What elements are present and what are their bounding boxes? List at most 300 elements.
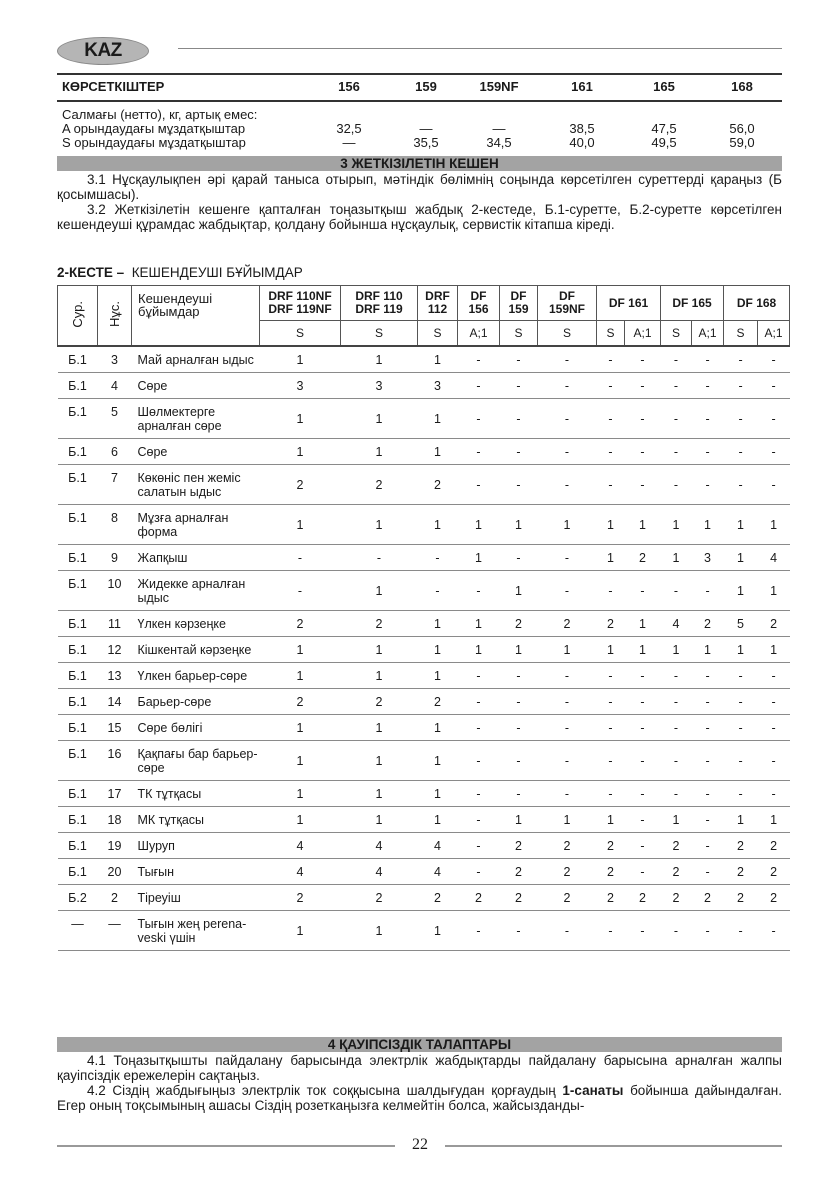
cell-figure: Б.1 (58, 373, 98, 399)
cell-figure: Б.1 (58, 439, 98, 465)
cell-quantity: - (661, 663, 692, 689)
cell-quantity: 2 (341, 689, 418, 715)
table-2-title (57, 265, 303, 280)
cell-quantity: - (692, 346, 724, 373)
cell-quantity: - (458, 911, 500, 951)
cell-name: Сөре (132, 373, 260, 399)
cell-quantity: 1 (341, 505, 418, 545)
cell-quantity: 1 (538, 637, 597, 663)
model-name-line2: DRF 119NF (268, 302, 332, 316)
cell-quantity: 2 (661, 885, 692, 911)
cell-quantity: 2 (500, 833, 538, 859)
cell-quantity: - (625, 399, 661, 439)
cell-quantity: - (500, 399, 538, 439)
page-number: 22 (412, 1136, 428, 1153)
table-row (58, 571, 790, 611)
cell-quantity: 1 (758, 505, 790, 545)
cell-quantity: 2 (661, 859, 692, 885)
cell-quantity: - (758, 715, 790, 741)
cell-quantity: - (597, 571, 625, 611)
cell-name: Тығын жең perena-veski үшін (132, 911, 260, 951)
cell-quantity: - (692, 807, 724, 833)
table-body (58, 346, 790, 951)
table-row (58, 715, 790, 741)
cell-name: Сөре бөлігі (132, 715, 260, 741)
p42-bold: 1-санаты (562, 1083, 624, 1098)
cell-quantity: 2 (260, 885, 341, 911)
table-row (58, 885, 790, 911)
cell-number: 17 (98, 781, 132, 807)
cell-quantity: 1 (341, 781, 418, 807)
cell-quantity: - (724, 781, 758, 807)
cell-quantity: - (724, 911, 758, 951)
cell-quantity: - (692, 715, 724, 741)
cell-quantity: 2 (597, 611, 625, 637)
cell-quantity: 2 (500, 611, 538, 637)
variant-header: A;1 (625, 321, 661, 347)
cell-quantity: 3 (692, 545, 724, 571)
section-4-text (57, 1053, 782, 1113)
cell-quantity: 1 (458, 505, 500, 545)
cell-number: 18 (98, 807, 132, 833)
cell-quantity: 1 (500, 571, 538, 611)
variant-header: S (597, 321, 625, 347)
cell-quantity: - (597, 663, 625, 689)
cell-name: Үлкен кәрзеңке (132, 611, 260, 637)
column-name: Кешендеуші бұйымдар (132, 286, 260, 347)
cell-figure: Б.1 (58, 637, 98, 663)
cell-quantity: 1 (260, 505, 341, 545)
cell-quantity: - (458, 833, 500, 859)
cell-quantity: - (597, 741, 625, 781)
cell-quantity: - (260, 571, 341, 611)
cell-figure: Б.1 (58, 833, 98, 859)
cell-quantity: 1 (418, 663, 458, 689)
cell-name: Жапқыш (132, 545, 260, 571)
cell-figure: Б.1 (58, 399, 98, 439)
spec-value: 59,0 (729, 135, 755, 150)
model-header (538, 286, 597, 321)
column-number (98, 286, 132, 347)
cell-number: 9 (98, 545, 132, 571)
cell-number: 5 (98, 399, 132, 439)
cell-quantity: 1 (418, 399, 458, 439)
cell-number: 20 (98, 859, 132, 885)
model-name-line2: 159 (508, 302, 529, 316)
cell-quantity: - (597, 465, 625, 505)
cell-figure: Б.1 (58, 859, 98, 885)
cell-quantity: 1 (724, 637, 758, 663)
cell-quantity: 1 (661, 545, 692, 571)
paragraph-4-1: 4.1 Тоңазытқышты пайдалану барысында электрлік жабдықтарды пайдалану барысына арналған жалпы қауіпсіздік ережелерін сақтаңыз. (57, 1053, 782, 1083)
cell-quantity: 2 (692, 885, 724, 911)
cell-figure: Б.1 (58, 505, 98, 545)
cell-quantity: 1 (597, 505, 625, 545)
footer-rule-left (57, 1145, 395, 1147)
spec-value: — (419, 121, 433, 136)
cell-quantity: - (597, 346, 625, 373)
cell-quantity: - (625, 715, 661, 741)
cell-quantity: 1 (625, 611, 661, 637)
cell-quantity: - (538, 399, 597, 439)
header-row-models (58, 286, 790, 321)
cell-quantity: 2 (597, 859, 625, 885)
cell-quantity: 1 (758, 571, 790, 611)
table-row (58, 741, 790, 781)
model-name-line2: 159NF (548, 302, 586, 316)
cell-quantity: 1 (724, 807, 758, 833)
cell-quantity: - (692, 741, 724, 781)
model-name-line1: DRF (425, 289, 450, 303)
cell-quantity: - (458, 399, 500, 439)
cell-quantity: - (458, 346, 500, 373)
cell-quantity: 1 (341, 715, 418, 741)
cell-figure: Б.1 (58, 807, 98, 833)
model-header (661, 286, 724, 321)
model-name-line1: DF (559, 289, 575, 303)
cell-quantity: - (597, 911, 625, 951)
cell-quantity: 4 (661, 611, 692, 637)
cell-quantity: 2 (418, 465, 458, 505)
cell-quantity: - (458, 373, 500, 399)
cell-quantity: - (661, 741, 692, 781)
cell-name: Май арналған ыдыс (132, 346, 260, 373)
cell-quantity: 1 (692, 505, 724, 545)
table-2-number: 2-КЕСТЕ – (57, 265, 125, 280)
cell-quantity: - (458, 859, 500, 885)
cell-quantity: - (625, 781, 661, 807)
cell-quantity: 2 (500, 885, 538, 911)
cell-quantity: 1 (418, 637, 458, 663)
cell-number: 19 (98, 833, 132, 859)
cell-number: 10 (98, 571, 132, 611)
table-row (58, 373, 790, 399)
cell-quantity: 1 (418, 741, 458, 781)
cell-quantity: - (597, 715, 625, 741)
p42-end: бойынша дайындалған. Егер оның тоқсымының ашасы Сіздің розеткаңызға келмейтін болса, жайсызданды- (57, 1083, 782, 1113)
cell-figure: Б.1 (58, 465, 98, 505)
model-header (597, 286, 661, 321)
cell-quantity: - (458, 781, 500, 807)
cell-quantity: 2 (758, 885, 790, 911)
cell-figure: Б.1 (58, 545, 98, 571)
cell-quantity: - (500, 439, 538, 465)
cell-quantity: - (724, 373, 758, 399)
cell-quantity: 1 (661, 505, 692, 545)
language-badge: KAZ (57, 37, 149, 65)
cell-quantity: 5 (724, 611, 758, 637)
cell-quantity: 1 (661, 637, 692, 663)
table-row (58, 637, 790, 663)
cell-quantity: 1 (341, 663, 418, 689)
model-header (500, 286, 538, 321)
cell-quantity: - (538, 781, 597, 807)
cell-quantity: 2 (597, 885, 625, 911)
cell-quantity: - (500, 373, 538, 399)
cell-quantity: 1 (260, 399, 341, 439)
cell-quantity: - (458, 663, 500, 689)
cell-name: Тіреуіш (132, 885, 260, 911)
cell-quantity: - (692, 439, 724, 465)
cell-quantity: 2 (538, 885, 597, 911)
column-figure-label: Сур. (70, 300, 85, 328)
cell-name: Қақпағы бар барьер-сөре (132, 741, 260, 781)
cell-quantity: 1 (538, 807, 597, 833)
column-number-label: Нұс. (107, 301, 122, 327)
cell-figure: Б.1 (58, 571, 98, 611)
spec-value: 32,5 (336, 121, 362, 136)
cell-quantity: 4 (260, 833, 341, 859)
cell-quantity: - (500, 715, 538, 741)
cell-quantity: - (661, 571, 692, 611)
cell-quantity: - (661, 373, 692, 399)
spec-header-label: КӨРСЕТКІШТЕР (62, 79, 165, 94)
cell-quantity: 2 (724, 833, 758, 859)
cell-quantity: 1 (260, 781, 341, 807)
cell-quantity: 1 (418, 439, 458, 465)
cell-quantity: 2 (758, 859, 790, 885)
cell-quantity: - (661, 689, 692, 715)
paragraph-4-2 (57, 1083, 782, 1113)
cell-quantity: 1 (758, 807, 790, 833)
cell-name: Кішкентай кәрзеңке (132, 637, 260, 663)
cell-quantity: - (758, 373, 790, 399)
cell-quantity: - (692, 911, 724, 951)
cell-quantity: - (458, 715, 500, 741)
spec-value: 49,5 (651, 135, 677, 150)
table-row (58, 781, 790, 807)
variant-header: S (724, 321, 758, 347)
table-row (58, 399, 790, 439)
spec-column-header: 159NF (479, 79, 519, 94)
cell-quantity: 1 (538, 505, 597, 545)
cell-quantity: - (724, 399, 758, 439)
cell-quantity: 1 (418, 505, 458, 545)
cell-quantity: 1 (260, 911, 341, 951)
cell-quantity: - (500, 689, 538, 715)
column-figure (58, 286, 98, 347)
model-name-line1: DF 165 (672, 295, 712, 310)
cell-quantity: 1 (341, 911, 418, 951)
cell-quantity: 1 (692, 637, 724, 663)
cell-quantity: 1 (260, 439, 341, 465)
spec-column-header: 161 (571, 79, 593, 94)
cell-quantity: 1 (418, 807, 458, 833)
cell-quantity: - (625, 465, 661, 505)
cell-quantity: 2 (597, 833, 625, 859)
cell-quantity: 2 (458, 885, 500, 911)
cell-quantity: 1 (260, 715, 341, 741)
p42-start: 4.2 Сіздің жабдығыңыз электрлік ток соққысына шалдығудан қорғаудың (87, 1083, 563, 1098)
cell-quantity: 1 (500, 807, 538, 833)
model-header (341, 286, 418, 321)
cell-quantity: - (724, 346, 758, 373)
cell-number: — (98, 911, 132, 951)
cell-quantity: - (597, 689, 625, 715)
table-row (58, 807, 790, 833)
cell-name: Барьер-сөре (132, 689, 260, 715)
cell-quantity: - (538, 663, 597, 689)
cell-quantity: 2 (758, 833, 790, 859)
cell-quantity: - (661, 911, 692, 951)
model-name-line2: 156 (468, 302, 489, 316)
cell-name: ТК тұтқасы (132, 781, 260, 807)
cell-quantity: - (758, 911, 790, 951)
footer-rule-right (445, 1145, 782, 1147)
cell-quantity: - (758, 741, 790, 781)
cell-quantity: 2 (418, 689, 458, 715)
model-header (418, 286, 458, 321)
cell-quantity: 4 (418, 859, 458, 885)
cell-quantity: - (538, 715, 597, 741)
cell-quantity: - (538, 689, 597, 715)
cell-quantity: 4 (758, 545, 790, 571)
spec-value: — (492, 121, 506, 136)
cell-quantity: 3 (341, 373, 418, 399)
variant-header: S (538, 321, 597, 347)
cell-quantity: 1 (625, 505, 661, 545)
cell-quantity: 1 (341, 741, 418, 781)
cell-quantity: - (625, 346, 661, 373)
cell-figure: Б.1 (58, 741, 98, 781)
model-name-line1: DF (510, 289, 527, 303)
cell-quantity: - (538, 545, 597, 571)
model-name-line2: DRF 119 (355, 302, 403, 316)
cell-quantity: - (538, 373, 597, 399)
cell-quantity: 1 (458, 611, 500, 637)
table-header (58, 286, 790, 347)
cell-quantity: 1 (724, 571, 758, 611)
cell-quantity: - (724, 741, 758, 781)
cell-quantity: 2 (625, 545, 661, 571)
cell-quantity: 1 (724, 545, 758, 571)
cell-quantity: 2 (692, 611, 724, 637)
cell-quantity: - (692, 399, 724, 439)
variant-header: S (260, 321, 341, 347)
table-row (58, 611, 790, 637)
cell-quantity: - (661, 399, 692, 439)
model-name-line1: DF (470, 289, 487, 303)
cell-quantity: - (458, 689, 500, 715)
cell-quantity: - (458, 807, 500, 833)
cell-number: 15 (98, 715, 132, 741)
cell-quantity: 1 (260, 637, 341, 663)
section-3-title: 3 ЖЕТКІЗІЛЕТІН КЕШЕН (57, 156, 782, 171)
model-name-line1: DF 161 (608, 295, 649, 310)
table-row (58, 439, 790, 465)
cell-quantity: - (538, 571, 597, 611)
cell-quantity: 2 (500, 859, 538, 885)
cell-quantity: - (625, 689, 661, 715)
model-name-line2: 112 (427, 302, 448, 316)
cell-name: Үлкен барьер-сөре (132, 663, 260, 689)
cell-number: 8 (98, 505, 132, 545)
cell-quantity: - (625, 741, 661, 781)
cell-number: 12 (98, 637, 132, 663)
spec-column-header: 159 (415, 79, 437, 94)
cell-number: 16 (98, 741, 132, 781)
cell-quantity: 1 (260, 741, 341, 781)
cell-quantity: 3 (260, 373, 341, 399)
cell-quantity: 2 (341, 611, 418, 637)
cell-quantity: 1 (597, 637, 625, 663)
model-name-line1: DF 168 (736, 295, 777, 310)
cell-quantity: 2 (724, 859, 758, 885)
variant-header: S (341, 321, 418, 347)
spec-value: 47,5 (651, 121, 677, 136)
cell-quantity: 1 (418, 781, 458, 807)
cell-quantity: - (724, 689, 758, 715)
cell-name: Тығын (132, 859, 260, 885)
cell-quantity: - (341, 545, 418, 571)
cell-quantity: - (538, 439, 597, 465)
cell-quantity: - (625, 807, 661, 833)
table-row (58, 833, 790, 859)
cell-figure: Б.1 (58, 689, 98, 715)
cell-quantity: - (661, 346, 692, 373)
cell-quantity: 3 (418, 373, 458, 399)
cell-quantity: - (458, 571, 500, 611)
cell-quantity: - (538, 741, 597, 781)
cell-quantity: - (625, 911, 661, 951)
cell-quantity: - (418, 571, 458, 611)
cell-quantity: - (597, 399, 625, 439)
cell-quantity: - (625, 663, 661, 689)
cell-quantity: - (538, 346, 597, 373)
cell-quantity: - (661, 781, 692, 807)
cell-quantity: 2 (538, 833, 597, 859)
spec-value: 38,5 (569, 121, 595, 136)
cell-quantity: - (758, 465, 790, 505)
cell-quantity: 1 (500, 505, 538, 545)
model-header (458, 286, 500, 321)
cell-number: 13 (98, 663, 132, 689)
cell-quantity: - (500, 346, 538, 373)
cell-quantity: 2 (538, 859, 597, 885)
table-row (58, 545, 790, 571)
cell-quantity: 1 (341, 571, 418, 611)
cell-quantity: - (625, 859, 661, 885)
spec-column-header: 156 (338, 79, 360, 94)
cell-quantity: 4 (260, 859, 341, 885)
cell-quantity: - (692, 373, 724, 399)
model-name-line1: DRF 110NF (268, 289, 332, 303)
cell-figure: Б.1 (58, 611, 98, 637)
cell-name: Шуруп (132, 833, 260, 859)
table-row (58, 663, 790, 689)
cell-quantity: - (692, 571, 724, 611)
cell-quantity: - (625, 571, 661, 611)
spec-group-label: Салмағы (нетто), кг, артық емес: (62, 107, 258, 122)
cell-quantity: 2 (418, 885, 458, 911)
cell-quantity: - (758, 781, 790, 807)
cell-quantity: - (458, 741, 500, 781)
cell-quantity: 1 (758, 637, 790, 663)
cell-quantity: 2 (661, 833, 692, 859)
cell-quantity: - (692, 833, 724, 859)
cell-name: Шөлмектерге арналған сөре (132, 399, 260, 439)
table-row (58, 689, 790, 715)
cell-number: 11 (98, 611, 132, 637)
cell-quantity: - (538, 911, 597, 951)
cell-quantity: 1 (500, 637, 538, 663)
cell-quantity: 1 (341, 439, 418, 465)
variant-header: S (500, 321, 538, 347)
cell-quantity: 1 (724, 505, 758, 545)
cell-quantity: 4 (341, 833, 418, 859)
cell-quantity: - (500, 781, 538, 807)
cell-figure: Б.1 (58, 781, 98, 807)
